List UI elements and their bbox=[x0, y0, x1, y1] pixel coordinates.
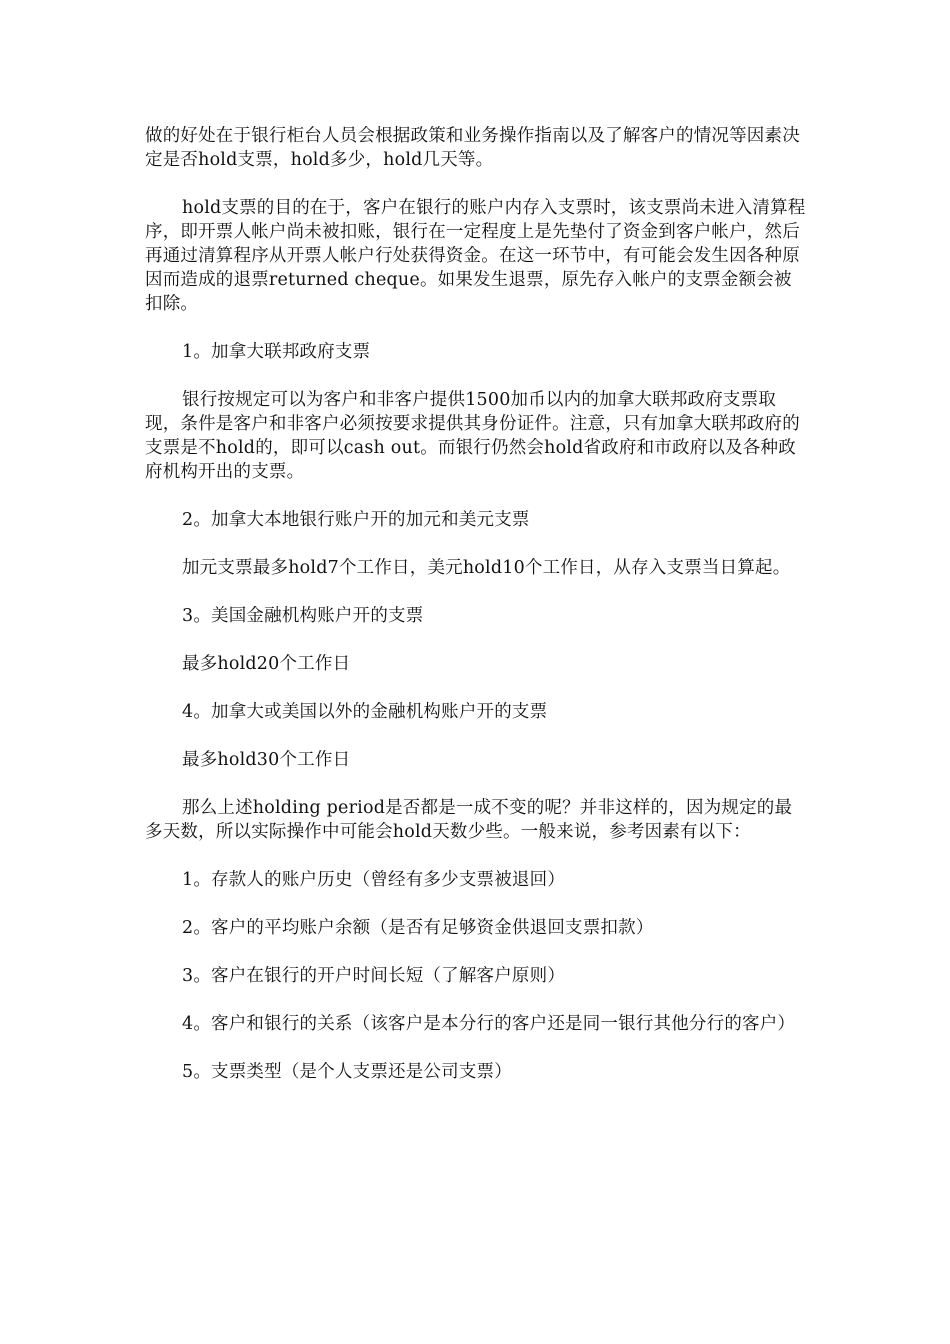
heading-foreign-institution-cheque: 4。加拿大或美国以外的金融机构账户开的支票 bbox=[182, 702, 548, 722]
document-body bbox=[145, 124, 807, 1108]
paragraph-holding-period: 那么上述holding period是否都是一成不变的呢？并非这样的，因为规定的最多天数，所以实际操作中可能会hold天数少些。一般来说，参考因素有以下： bbox=[145, 798, 793, 842]
paragraph-intro-continued: 做的好处在于银行柜台人员会根据政策和业务操作指南以及了解客户的情况等因素决定是否hold支票，hold多少，hold几天等。 bbox=[145, 126, 800, 170]
paragraph-hold-purpose: hold支票的目的在于，客户在银行的账户内存入支票时，该支票尚未进入清算程序，即开票人帐户尚未被扣账，银行在一定程度上是先垫付了资金到客户帐户，然后再通过清算程序从开票人帐户行处获得资金。在这一环节中，有可能会发生因各种原因而造成的退票returned cheque。如果发生退票，原先存入帐户的支票金额会被扣除。 bbox=[145, 198, 806, 314]
heading-canadian-bank-cheque: 2。加拿大本地银行账户开的加元和美元支票 bbox=[182, 510, 530, 530]
list-item-factor-2: 2。客户的平均账户余额（是否有足够资金供退回支票扣款） bbox=[182, 918, 654, 938]
paragraph-federal-cheque: 银行按规定可以为客户和非客户提供1500加币以内的加拿大联邦政府支票取现，条件是客户和非客户必须按要求提供其身份证件。注意，只有加拿大联邦政府的支票是不hold的，即可以cash out。而银行仍然会hold省政府和市政府以及各种政府机构开出的支票。 bbox=[145, 390, 800, 482]
list-item-factor-3: 3。客户在银行的开户时间长短（了解客户原则） bbox=[182, 966, 566, 986]
list-item-factor-5: 5。支票类型（是个人支票还是公司支票） bbox=[182, 1062, 512, 1082]
list-item-factor-1: 1。存款人的账户历史（曾经有多少支票被退回） bbox=[182, 870, 566, 890]
paragraph-us-institution-cheque: 最多hold20个工作日 bbox=[182, 654, 351, 674]
list-item-factor-4: 4。客户和银行的关系（该客户是本分行的客户还是同一银行其他分行的客户） bbox=[182, 1014, 796, 1034]
heading-federal-cheque: 1。加拿大联邦政府支票 bbox=[182, 342, 371, 362]
paragraph-canadian-bank-cheque: 加元支票最多hold7个工作日，美元hold10个工作日，从存入支票当日算起。 bbox=[182, 558, 791, 578]
heading-us-institution-cheque: 3。美国金融机构账户开的支票 bbox=[182, 606, 424, 626]
paragraph-foreign-institution-cheque: 最多hold30个工作日 bbox=[182, 750, 351, 770]
